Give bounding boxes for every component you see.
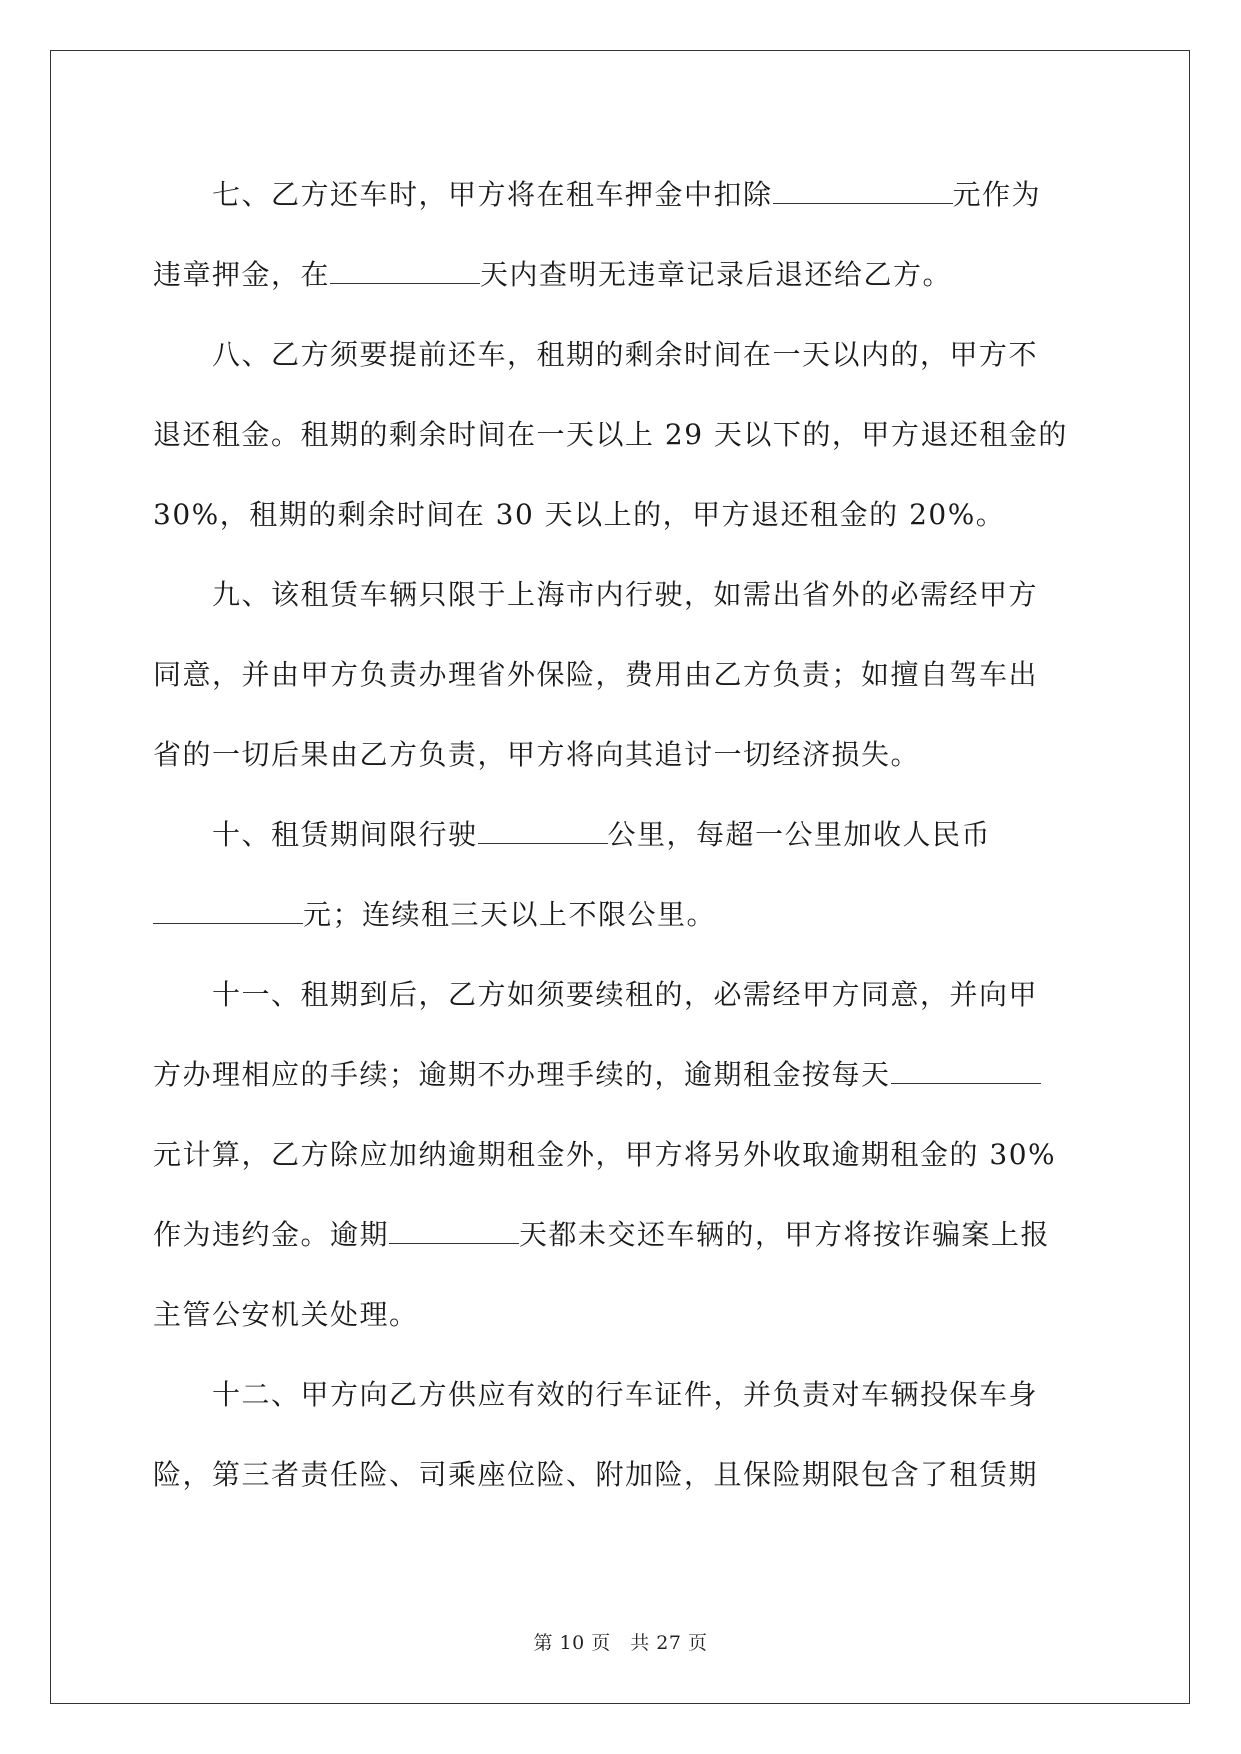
text-segment: 八、乙方须要提前还车，租期的剩余时间在一天以内的，甲方不 (153, 338, 1039, 371)
paragraph-clause-12 (153, 1355, 1090, 1515)
paragraph-clause-10 (153, 795, 1090, 955)
text-segment: 省的一切后果由乙方负责，甲方将向其追讨一切经济损失。 (153, 738, 921, 771)
text-segment: 30%，租期的剩余时间在 30 天以上的，甲方退还租金的 20%。 (153, 498, 1006, 531)
fill-in-blank (153, 899, 303, 924)
text-line (153, 155, 1090, 235)
page-footer: 第 10 页 共 27 页 (533, 1632, 708, 1654)
text-line (153, 475, 1090, 555)
text-line (153, 1195, 1090, 1275)
text-segment: 元；连续租三天以上不限公里。 (303, 898, 717, 931)
text-line (153, 715, 1090, 795)
text-line (153, 955, 1090, 1035)
paragraph-clause-8 (153, 315, 1090, 555)
text-segment: 方办理相应的手续；逾期不办理手续的，逾期租金按每天 (153, 1058, 891, 1091)
fill-in-blank (891, 1059, 1041, 1084)
text-segment: 主管公安机关处理。 (153, 1298, 419, 1331)
text-segment: 九、该租赁车辆只限于上海市内行驶，如需出省外的必需经甲方 (153, 578, 1039, 611)
paragraph-clause-7 (153, 155, 1090, 315)
text-line (153, 1275, 1090, 1355)
fill-in-blank (478, 819, 608, 844)
text-line (153, 1355, 1090, 1435)
paragraph-clause-9 (153, 555, 1090, 795)
text-line (153, 1035, 1090, 1115)
text-line (153, 1115, 1090, 1195)
text-segment: 退还租金。租期的剩余时间在一天以上 29 天以下的，甲方退还租金的 (153, 418, 1068, 451)
text-segment: 违章押金，在 (153, 258, 331, 291)
fill-in-blank (773, 179, 953, 204)
text-segment: 七、乙方还车时，甲方将在租车押金中扣除 (153, 178, 773, 211)
text-line (153, 555, 1090, 635)
text-line (153, 635, 1090, 715)
text-segment: 元计算，乙方除应加纳逾期租金外，甲方将另外收取逾期租金的 30% (153, 1138, 1057, 1171)
text-segment: 险，第三者责任险、司乘座位险、附加险，且保险期限包含了租赁期 (153, 1458, 1039, 1491)
fill-in-blank (330, 259, 480, 284)
text-segment: 十、租赁期间限行驶 (153, 818, 478, 851)
text-segment: 天内查明无违章记录后退还给乙方。 (480, 258, 953, 291)
fill-in-blank (389, 1219, 519, 1244)
text-segment: 十二、甲方向乙方供应有效的行车证件，并负责对车辆投保车身 (153, 1378, 1039, 1411)
text-segment: 元作为 (952, 178, 1042, 211)
text-line (153, 875, 1090, 955)
text-line (153, 315, 1090, 395)
paragraph-clause-11 (153, 955, 1090, 1355)
document-body (153, 155, 1090, 1515)
text-segment: 作为违约金。逾期 (153, 1218, 390, 1251)
text-line (153, 795, 1090, 875)
text-segment: 公里，每超一公里加收人民币 (607, 818, 992, 851)
text-segment: 天都未交还车辆的，甲方将按诈骗案上报 (519, 1218, 1051, 1251)
text-line (153, 395, 1090, 475)
text-segment: 同意，并由甲方负责办理省外保险，费用由乙方负责；如擅自驾车出 (153, 658, 1039, 691)
text-line (153, 235, 1090, 315)
text-line (153, 1435, 1090, 1515)
text-segment: 十一、租期到后，乙方如须要续租的，必需经甲方同意，并向甲 (153, 978, 1039, 1011)
